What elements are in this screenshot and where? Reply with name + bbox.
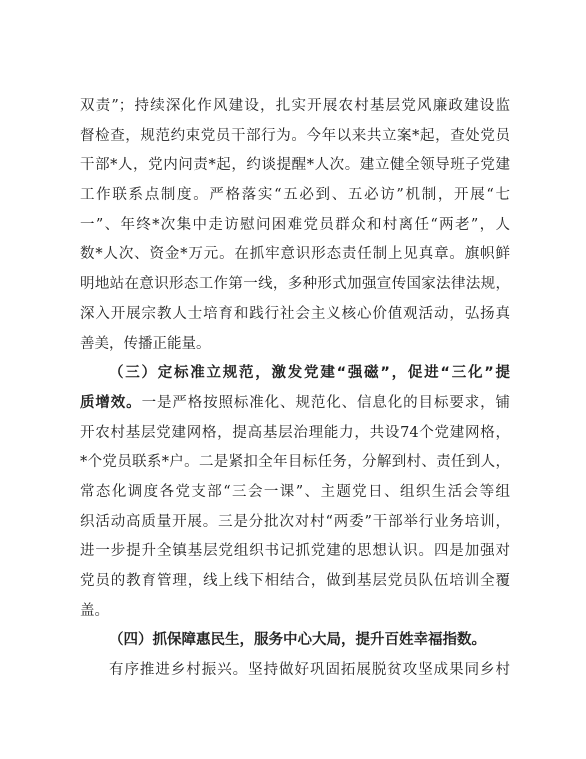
- text-line: 一”、年终*次集中走访慰问困难党员群众和村离任“两老”，人: [80, 216, 510, 233]
- text-line: 深入开展宗教人士培育和践行社会主义核心价值观活动，弘扬真: [80, 305, 510, 322]
- text-line: 督检查，规范约束党员干部行为。今年以来共立案*起，查处党员: [80, 127, 510, 144]
- text-span: 一是严格按照标准化、规范化、信息化的目标要求，铺: [141, 394, 511, 411]
- text-line: 盖。: [80, 602, 109, 619]
- section-heading-three-end: 质增效。: [80, 394, 142, 411]
- section-heading-three: （三）定标准立规范，激发党建“强磁”，促进“三化”提: [109, 365, 510, 382]
- document-body: [80, 92, 510, 686]
- text-line: 织活动高质量开展。三是分批次对村“两委”干部举行业务培训，: [80, 513, 510, 530]
- text-line: 进一步提升全镇基层党组织书记抓党建的思想认识。四是加强对: [80, 543, 510, 560]
- text-line: 善美，传播正能量。: [80, 335, 211, 352]
- section-heading-four: （四）抓保障惠民生，服务中心大局，提升百姓幸福指数。: [109, 632, 486, 649]
- text-line: 开农村基层党建网格，提高基层治理能力，共设74个党建网格，: [80, 424, 510, 441]
- text-line: 有序推进乡村振兴。坚持做好巩固拓展脱贫攻坚成果同乡村: [109, 662, 510, 679]
- text-line: 数*人次、资金*万元。在抓牢意识形态责任制上见真章。旗帜鲜: [80, 246, 510, 263]
- text-line: 工作联系点制度。严格落实“五必到、五必访”机制，开展“七: [80, 187, 510, 204]
- text-line: 干部*人，党内问责*起，约谈提醒*人次。建立健全领导班子党建: [80, 157, 510, 174]
- text-line: 常态化调度各党支部“三会一课”、主题党日、组织生活会等组: [80, 483, 510, 500]
- section-three-paragraph: [80, 359, 510, 626]
- paragraph-continuation: [80, 92, 510, 359]
- text-line: [80, 389, 510, 419]
- text-line: 党员的教育管理，线上线下相结合，做到基层党员队伍培训全覆: [80, 573, 510, 589]
- text-line: *个党员联系*户。二是紧扣全年目标任务，分解到村、责任到人，: [80, 454, 510, 471]
- text-line: 明地站在意识形态工作第一线，多种形式加强宣传国家法律法规，: [80, 276, 510, 293]
- text-line: 双责”；持续深化作风建设，扎实开展农村基层党风廉政建设监: [80, 98, 510, 114]
